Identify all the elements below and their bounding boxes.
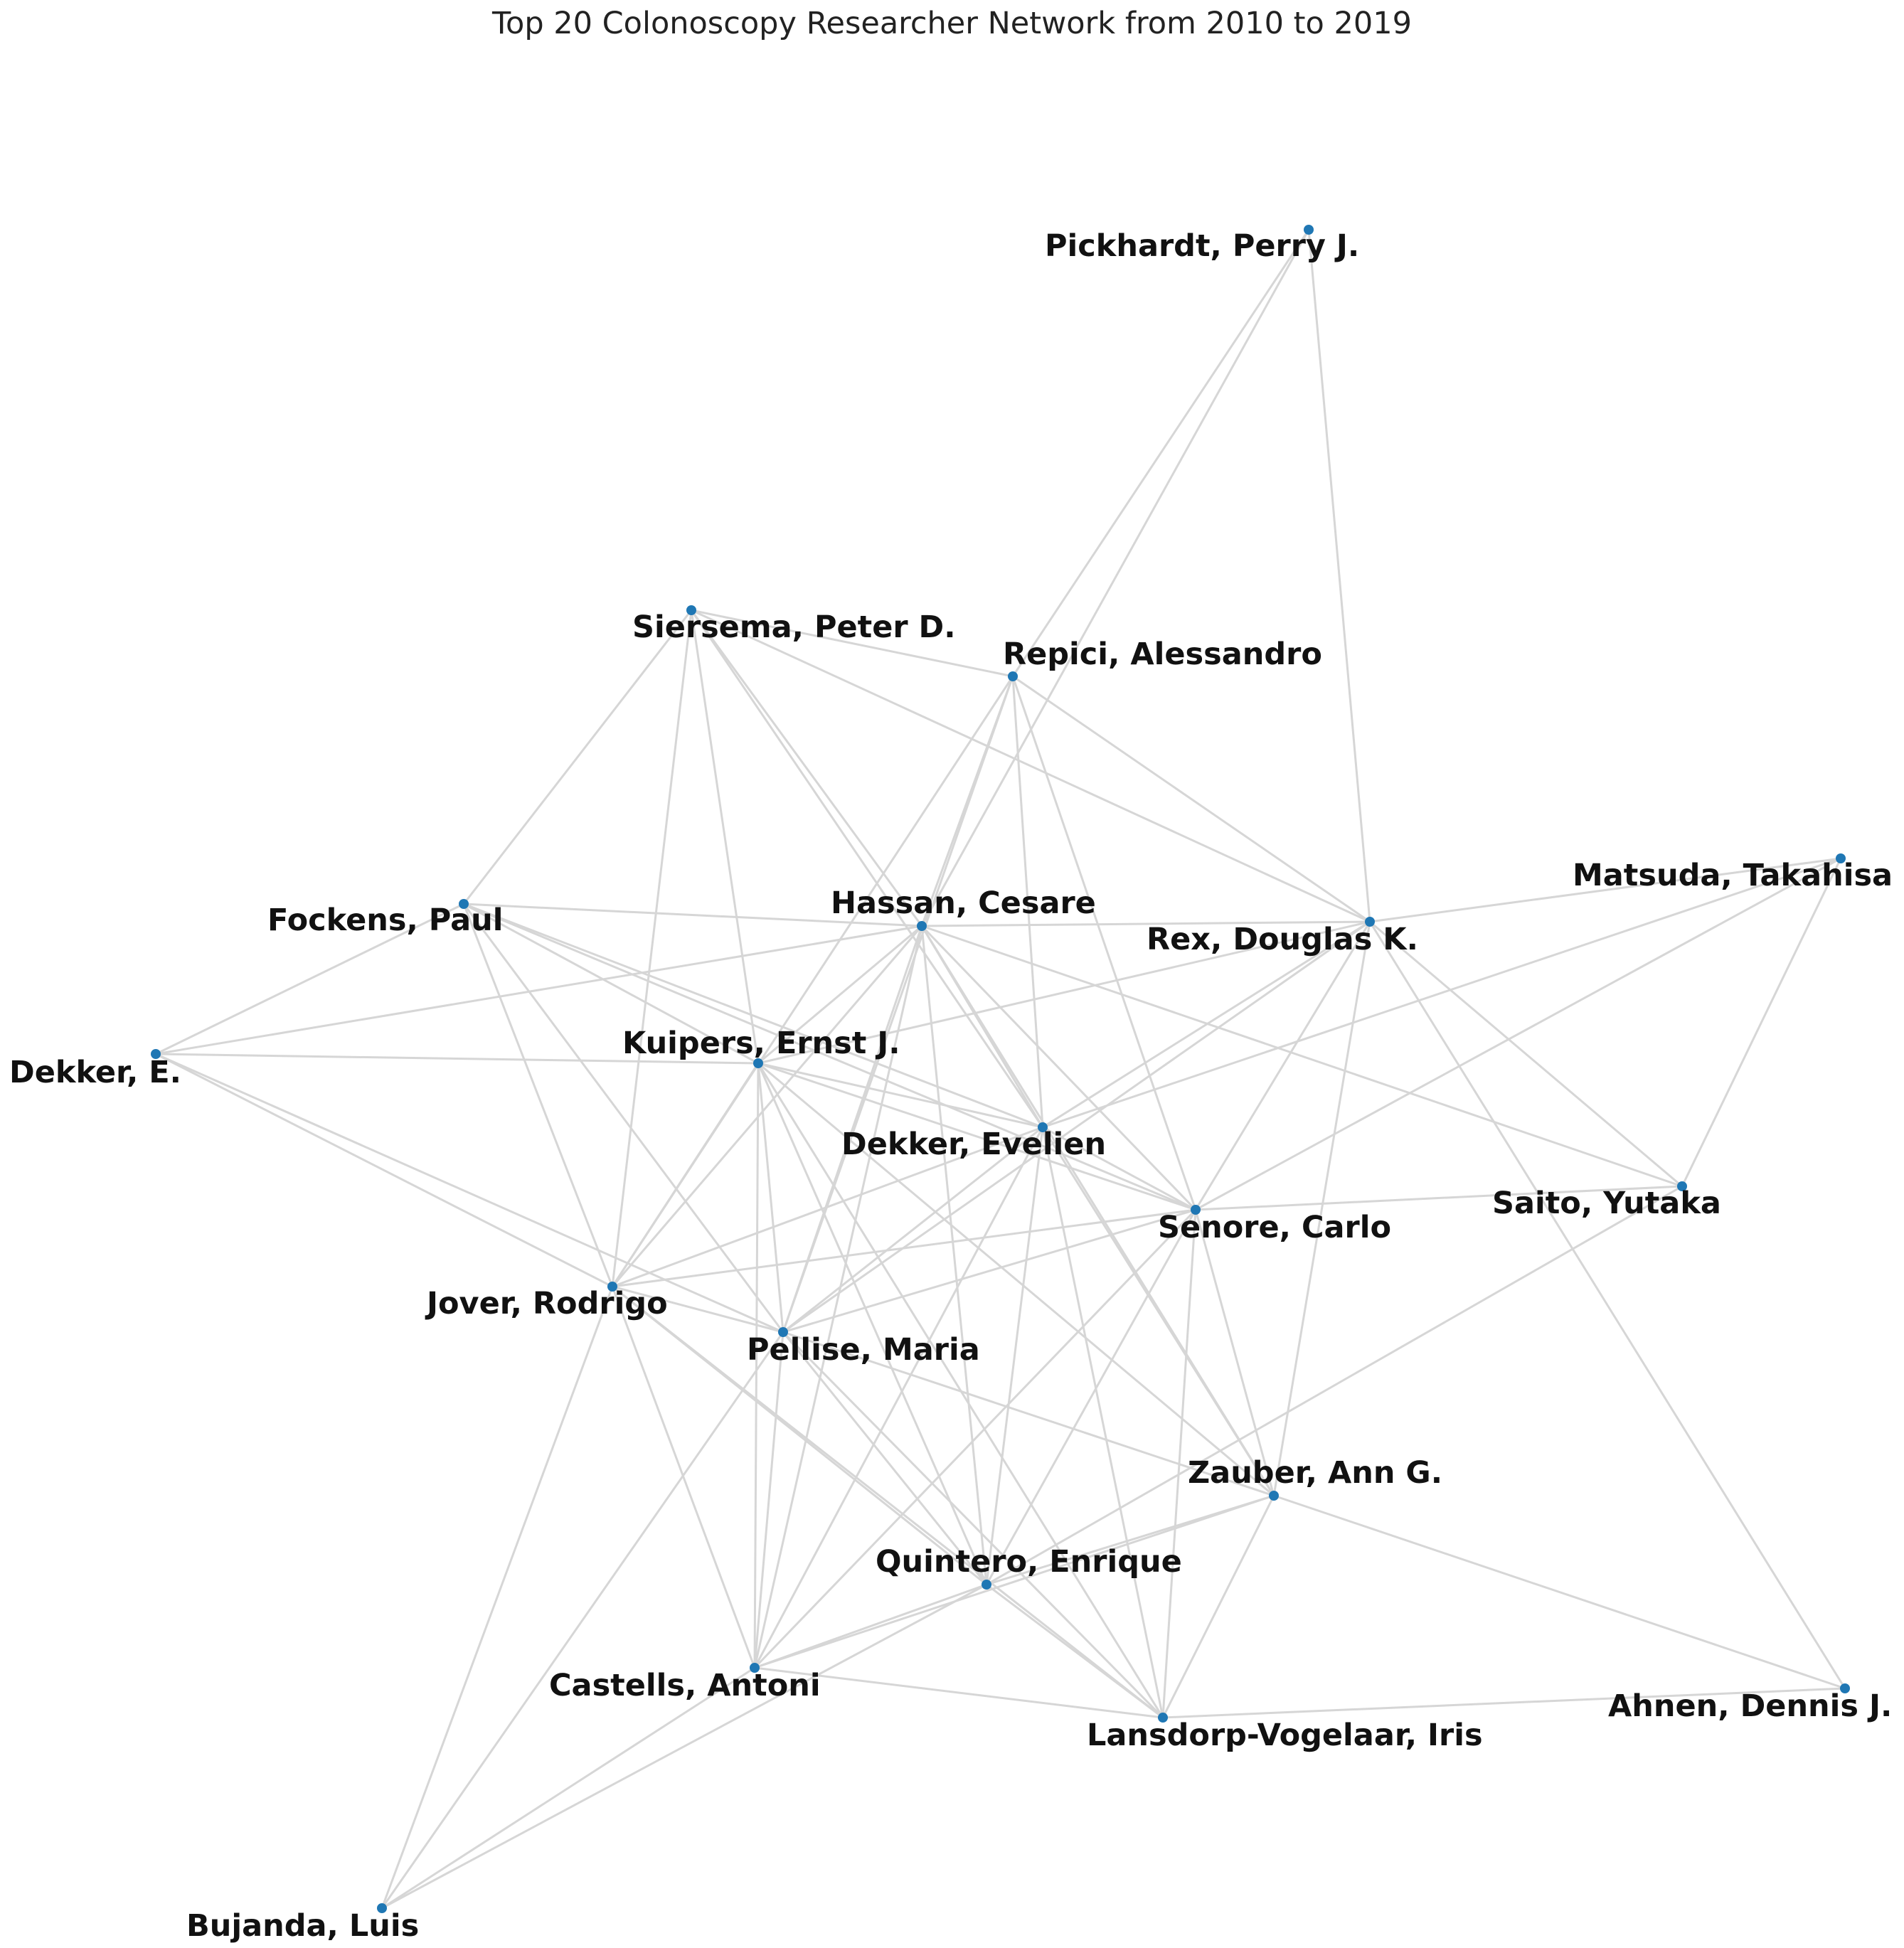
- node-label-fockens: Fockens, Paul: [267, 903, 504, 938]
- edge-quintero-bujanda: [382, 1585, 986, 1908]
- diagram-title: Top 20 Colonoscopy Researcher Network from 2010 to 2019: [492, 6, 1412, 41]
- edge-senore-castells: [755, 1210, 1196, 1668]
- edge-rex-ahnen: [1370, 922, 1845, 1688]
- edge-matsuda-saito: [1682, 858, 1841, 1186]
- node-label-repici: Repici, Alessandro: [1003, 637, 1322, 672]
- label-layer: [9, 228, 1893, 1944]
- node-repici: [1008, 671, 1018, 681]
- edge-quintero-lansdorp: [986, 1585, 1163, 1718]
- node-label-castells: Castells, Antoni: [549, 1668, 821, 1703]
- node-quintero: [982, 1580, 991, 1590]
- edge-pickhardt-rex: [1309, 230, 1370, 922]
- edge-siersema-fockens: [464, 610, 691, 904]
- node-label-kuipers: Kuipers, Ernst J.: [622, 1026, 900, 1061]
- edge-senore-quintero: [986, 1210, 1196, 1585]
- node-label-jover: Jover, Rodrigo: [427, 1286, 668, 1321]
- edge-rex-senore: [1196, 922, 1370, 1210]
- edge-pellise-bujanda: [382, 1332, 783, 1908]
- edge-layer: [156, 230, 1845, 1908]
- edge-rex-saito: [1370, 922, 1682, 1186]
- edge-pellise-lansdorp: [783, 1332, 1163, 1718]
- node-hassan: [917, 921, 927, 931]
- node-label-pickhardt: Pickhardt, Perry J.: [1045, 228, 1360, 264]
- edge-senore-zauber: [1196, 1210, 1274, 1496]
- node-label-dekker_ev: Dekker, Evelien: [841, 1127, 1107, 1162]
- node-label-hassan: Hassan, Cesare: [831, 885, 1096, 921]
- edge-dekker_e-jover: [156, 1054, 612, 1287]
- edge-matsuda-dekker_ev: [1043, 858, 1841, 1127]
- node-label-zauber: Zauber, Ann G.: [1188, 1455, 1443, 1491]
- edge-zauber-lansdorp: [1163, 1496, 1274, 1718]
- edge-pickhardt-repici: [1013, 230, 1309, 676]
- node-label-ahnen: Ahnen, Dennis J.: [1608, 1688, 1893, 1724]
- node-label-quintero: Quintero, Enrique: [876, 1544, 1182, 1580]
- edge-hassan-quintero: [922, 926, 986, 1585]
- edge-zauber-ahnen: [1274, 1496, 1845, 1688]
- edge-siersema-hassan: [691, 610, 922, 926]
- edge-rex-zauber: [1274, 922, 1370, 1496]
- edge-saito-quintero: [986, 1186, 1682, 1585]
- edge-hassan-senore: [922, 926, 1196, 1210]
- node-label-siersema: Siersema, Peter D.: [632, 610, 956, 645]
- node-label-saito: Saito, Yutaka: [1492, 1186, 1721, 1221]
- node-layer: [151, 225, 1850, 1913]
- edge-pickhardt-hassan: [922, 230, 1309, 926]
- node-label-senore: Senore, Carlo: [1158, 1210, 1392, 1245]
- edge-pellise-castells: [755, 1332, 783, 1668]
- node-label-pellise: Pellise, Maria: [747, 1332, 980, 1368]
- edge-dekker_ev-quintero: [986, 1127, 1043, 1585]
- node-zauber: [1269, 1491, 1279, 1501]
- edge-matsuda-senore: [1196, 858, 1841, 1210]
- edge-jover-bujanda: [382, 1287, 612, 1908]
- node-label-bujanda: Bujanda, Luis: [186, 1908, 420, 1944]
- node-label-matsuda: Matsuda, Takahisa: [1573, 858, 1893, 893]
- node-label-dekker_e: Dekker, E.: [9, 1055, 181, 1090]
- node-label-rex: Rex, Douglas K.: [1147, 922, 1418, 957]
- edge-quintero-castells: [755, 1585, 986, 1668]
- edge-fockens-jover: [464, 904, 612, 1287]
- node-label-lansdorp: Lansdorp-Vogelaar, Iris: [1087, 1718, 1483, 1753]
- edge-castells-bujanda: [382, 1668, 755, 1908]
